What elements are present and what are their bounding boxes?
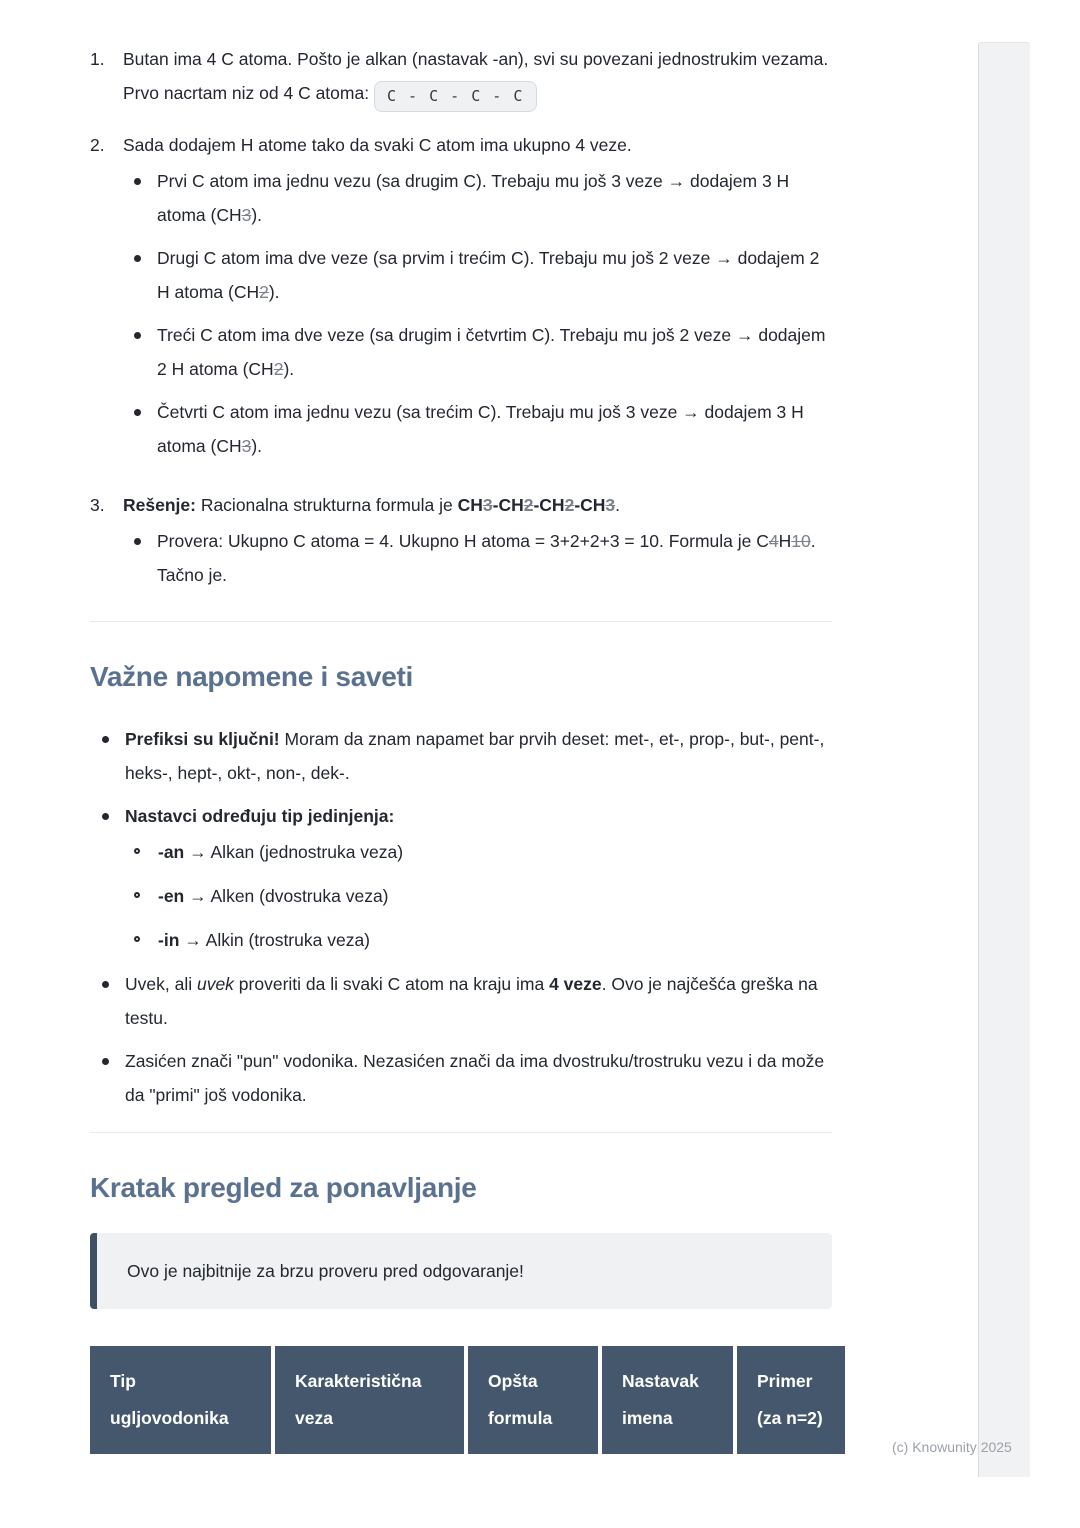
circle-bullet-item [125, 879, 832, 913]
bullet-bold-text: Prefiksi su ključni! [125, 729, 280, 749]
notes-bullet-list [90, 722, 832, 1112]
table-header-tip-ugljovodonika: Tip ugljovodonika [90, 1346, 271, 1454]
suffix-text: → Alkin (trostruka veza) [179, 930, 371, 950]
strikethrough-subscript: 2 [564, 495, 575, 515]
bullet-item [123, 395, 832, 463]
bullet-text: Drugi C atom ima dve veze (sa prvim i trećim C). Trebaju mu još 2 veze → dodajem 2 H atoma (CH [157, 248, 820, 302]
bullet-text: Moram da znam napamet bar prvih deset: met-, et-, prop-, but-, pent-, heks-, hept-, okt-, non-, dek-. [125, 729, 825, 783]
circle-bullet-item [125, 923, 832, 957]
callout-box [90, 1233, 832, 1309]
bullet-text: ). [283, 359, 295, 379]
inline-code-carbon-chain: C - C - C - C [374, 81, 537, 112]
bullet-dot-icon [102, 1058, 109, 1065]
suffix-list [125, 835, 832, 957]
bullet-item [90, 722, 832, 790]
bullet-text: Treći C atom ima dve veze (sa drugim i četvrtim C). Trebaju mu još 2 veze → dodajem 2 H atoma (CH [157, 325, 826, 379]
bullet-bold-text: Nastavci određuju tip jedinjenja: [125, 806, 395, 826]
bullet-item: Uvek, ali uvek proveriti da li svaki C atom na kraju ima 4 veze. Ovo je najčešća greška na testu. [90, 967, 832, 1035]
bullet-italic-text: uvek [196, 974, 234, 994]
bullet-dot-icon [134, 332, 141, 339]
strikethrough-subscript: 2 [523, 495, 534, 515]
list-number: 1. [90, 49, 105, 69]
callout-text: Ovo je najbitnije za brzu proveru pred odgovaranje! [127, 1261, 524, 1281]
circle-bullet-item [125, 835, 832, 869]
bullet-text: ). [251, 205, 263, 225]
structural-formula: CH3-CH2-CH2-CH3 [457, 495, 616, 515]
bullet-circle-icon [134, 936, 140, 942]
step2-bullet-list [123, 164, 832, 463]
bullet-circle-icon [134, 892, 140, 898]
solution-label: Rešenje: [123, 495, 196, 515]
bullet-item [90, 799, 832, 957]
bullet-item [123, 241, 832, 309]
list-number: 2. [90, 135, 105, 155]
ordered-item-2 [90, 128, 832, 472]
table-header-row [90, 1346, 845, 1454]
strikethrough-subscript: 2 [273, 359, 284, 379]
bullet-text: Četvrti C atom ima jednu vezu (sa trećim C). Trebaju mu još 3 veze → dodajem 3 H atoma (CH [157, 402, 804, 456]
table-header-opsta-formula: Opšta formula [468, 1346, 598, 1454]
bullet-text: ). [251, 436, 263, 456]
bullet-text: Prvi C atom ima jednu vezu (sa drugim C). Trebaju mu još 3 veze → dodajem 3 H atoma (CH [157, 171, 790, 225]
suffix-label: -in [158, 930, 180, 950]
strikethrough-subscript: 3 [605, 495, 616, 515]
strikethrough-subscript: 10 [791, 531, 811, 551]
bullet-dot-icon [134, 255, 141, 262]
bullet-dot-icon [134, 178, 141, 185]
strikethrough-subscript: 3 [482, 495, 493, 515]
notes-heading: Važne napomene i saveti [90, 661, 414, 692]
step1-text: Butan ima 4 C atoma. Pošto je alkan (nastavak -an), svi su povezani jednostrukim vezama. Prvo nacrtam niz od 4 C atoma: [123, 49, 829, 103]
bullet-text: ). [268, 282, 280, 302]
section-divider [90, 621, 832, 622]
bullet-text: Uvek, ali [125, 974, 197, 994]
strikethrough-subscript: 4 [768, 531, 779, 551]
bullet-dot-icon [134, 538, 141, 545]
scrollbar-track[interactable] [978, 42, 1030, 1477]
ordered-item-1 [90, 42, 832, 112]
table-header-primer: Primer (za n=2) [737, 1346, 845, 1454]
bullet-item [123, 318, 832, 386]
table-header-karakteristicna-veza: Karakteristična veza [275, 1346, 464, 1454]
bullet-item [123, 164, 832, 232]
bullet-circle-icon [134, 848, 140, 854]
step3-bullet-list [123, 524, 832, 592]
list-number: 3. [90, 495, 105, 515]
bullet-dot-icon [102, 981, 109, 988]
bullet-text: Provera: Ukupno C atoma = 4. Ukupno H atoma = 3+2+2+3 = 10. Formula je C [157, 531, 769, 551]
suffix-label: -en [158, 886, 185, 906]
strikethrough-subscript: 3 [241, 205, 252, 225]
suffix-label: -an [158, 842, 185, 862]
bullet-dot-icon [134, 409, 141, 416]
bullet-item [90, 1044, 832, 1112]
table-header-nastavak-imena: Nastavak imena [602, 1346, 733, 1454]
ordered-item-3: 3. Rešenje: Racionalna strukturna formula je CH3-CH2-CH2-CH3. Provera: Ukupno C atoma = 4. Ukupno H atoma = 3+2+2+3 = 10. Formula je C4H10. Tačno je. [90, 488, 832, 601]
step2-text: Sada dodajem H atome tako da svaki C atom ima ukupno 4 veze. [123, 135, 632, 155]
strikethrough-subscript: 3 [241, 436, 252, 456]
document-body [90, 42, 832, 1454]
review-heading: Kratak pregled za ponavljanje [90, 1172, 477, 1203]
section-divider [90, 1132, 832, 1133]
solution-text: Racionalna strukturna formula je [195, 495, 458, 515]
suffix-text: → Alken (dvostruka veza) [184, 886, 389, 906]
bullet-bold-text: 4 veze [549, 974, 602, 994]
bullet-text: Zasićen znači "pun" vodonika. Nezasićen znači da ima dvostruku/trostruku vezu i da može da "primi" još vodonika. [125, 1051, 825, 1105]
bullet-item: Provera: Ukupno C atoma = 4. Ukupno H atoma = 3+2+2+3 = 10. Formula je C4H10. Tačno je. [123, 524, 832, 592]
watermark: (c) Knowunity 2025 [892, 1439, 1012, 1455]
strikethrough-subscript: 2 [259, 282, 269, 302]
bullet-dot-icon [102, 736, 109, 743]
bullet-dot-icon [102, 813, 109, 820]
suffix-text: → Alkan (jednostruka veza) [184, 842, 404, 862]
